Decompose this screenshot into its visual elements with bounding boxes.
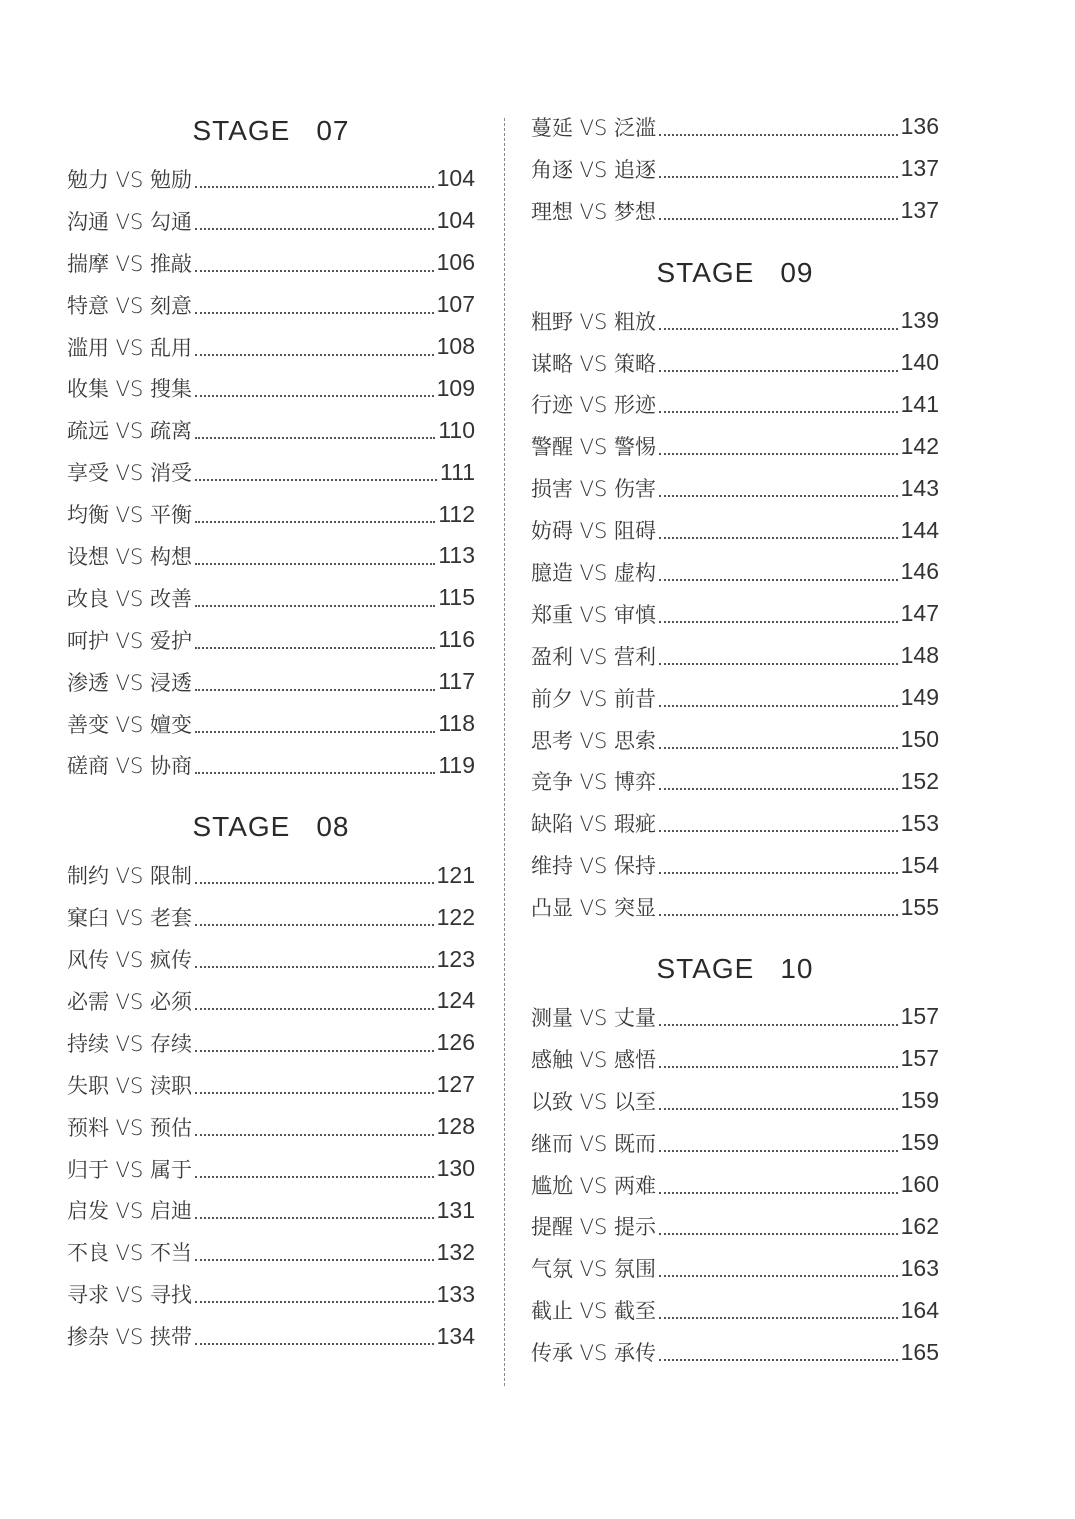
dot-leader — [195, 312, 434, 314]
toc-left-column — [67, 104, 475, 1357]
dot-leader — [195, 437, 435, 439]
toc-entry[interactable] — [67, 1022, 475, 1064]
entry-page-number: 152 — [900, 767, 939, 794]
entry-page-number: 159 — [900, 1129, 939, 1156]
dot-leader — [195, 1259, 434, 1261]
entry-title: 尴尬 VS 两难 — [531, 1173, 657, 1198]
dot-leader — [659, 176, 898, 178]
entry-page-number: 117 — [438, 668, 475, 695]
entry-title: 损害 VS 伤害 — [531, 477, 657, 502]
toc-entry[interactable] — [67, 367, 475, 409]
entry-title: 行迹 VS 形迹 — [531, 393, 657, 418]
dot-leader — [659, 747, 898, 749]
dot-leader — [659, 872, 898, 874]
dot-leader — [659, 1108, 898, 1110]
dot-leader — [195, 228, 434, 230]
toc-entry[interactable] — [67, 744, 475, 786]
entry-title: 测量 VS 丈量 — [531, 1005, 657, 1030]
toc-entry[interactable] — [531, 593, 939, 635]
entry-page-number: 162 — [900, 1212, 939, 1239]
toc-entry[interactable] — [531, 844, 939, 886]
entry-page-number: 149 — [900, 684, 939, 711]
toc-entry[interactable] — [531, 760, 939, 802]
toc-entry[interactable] — [67, 1106, 475, 1148]
dot-leader — [659, 830, 898, 832]
entry-page-number: 108 — [436, 333, 475, 359]
entry-page-number: 107 — [436, 291, 475, 318]
entry-page-number: 122 — [436, 903, 475, 930]
dot-leader — [195, 966, 434, 968]
toc-entry[interactable] — [531, 1289, 939, 1331]
entry-page-number: 140 — [900, 349, 939, 375]
entry-page-number: 118 — [438, 710, 475, 737]
stage-heading — [531, 942, 939, 996]
dot-leader — [659, 1359, 898, 1361]
entry-page-number: 142 — [900, 432, 939, 459]
stage-heading — [531, 246, 939, 300]
entry-page-number: 137 — [900, 155, 939, 182]
column-divider — [504, 118, 505, 1386]
toc-entry[interactable] — [531, 719, 939, 761]
toc-entry[interactable] — [531, 1038, 939, 1080]
toc-entry[interactable] — [67, 200, 475, 242]
toc-entry[interactable] — [67, 1231, 475, 1273]
dot-leader — [195, 354, 434, 356]
entry-title: 粗野 VS 粗放 — [531, 309, 657, 334]
toc-entry[interactable] — [531, 1247, 939, 1289]
toc-entry[interactable] — [67, 493, 475, 535]
dot-leader — [659, 1317, 898, 1319]
dot-leader — [659, 1192, 898, 1194]
entry-page-number: 132 — [436, 1238, 475, 1265]
entry-title: 窠臼 VS 老套 — [67, 906, 193, 931]
entry-title: 理想 VS 梦想 — [531, 199, 657, 224]
dot-leader — [659, 788, 898, 790]
toc-entry[interactable] — [67, 577, 475, 619]
entry-title: 收集 VS 搜集 — [67, 377, 193, 402]
entry-title: 思考 VS 思索 — [531, 728, 657, 753]
entry-title: 预料 VS 预估 — [67, 1115, 193, 1140]
toc-entry[interactable] — [67, 158, 475, 200]
entry-title: 启发 VS 启迪 — [67, 1199, 193, 1224]
dot-leader — [659, 370, 898, 372]
toc-entry[interactable] — [67, 284, 475, 326]
dot-leader — [659, 537, 898, 539]
toc-entry[interactable] — [531, 1331, 939, 1373]
toc-entry[interactable] — [531, 996, 939, 1038]
toc-entry[interactable] — [67, 896, 475, 938]
entry-page-number: 147 — [900, 600, 939, 627]
stage-label: STAGE — [656, 953, 755, 985]
toc-entry[interactable] — [531, 1080, 939, 1122]
entry-title: 特意 VS 刻意 — [67, 293, 193, 318]
toc-entry[interactable] — [67, 451, 475, 493]
toc-entry[interactable] — [531, 467, 939, 509]
dot-leader — [195, 1217, 434, 1219]
stage-label: STAGE — [192, 811, 291, 843]
entry-page-number: 150 — [900, 726, 939, 753]
dot-leader — [659, 663, 898, 665]
entry-title: 盈利 VS 营利 — [531, 644, 657, 669]
entry-title: 蔓延 VS 泛滥 — [531, 115, 657, 140]
dot-leader — [195, 772, 435, 774]
toc-entry[interactable] — [67, 326, 475, 368]
entry-title: 警醒 VS 警惕 — [531, 435, 657, 460]
entry-page-number: 163 — [900, 1254, 939, 1281]
entry-page-number: 164 — [900, 1296, 939, 1323]
entry-page-number: 141 — [900, 390, 939, 417]
entry-title: 感触 VS 感悟 — [531, 1047, 657, 1072]
toc-entry[interactable] — [67, 619, 475, 661]
entry-page-number: 112 — [438, 500, 475, 527]
toc-entry[interactable] — [67, 661, 475, 703]
entry-page-number: 131 — [436, 1196, 475, 1223]
entry-page-number: 121 — [436, 861, 475, 888]
dot-leader — [659, 328, 898, 330]
entry-title: 截止 VS 截至 — [531, 1299, 657, 1324]
entry-title: 角逐 VS 追逐 — [531, 157, 657, 182]
toc-entry[interactable] — [67, 980, 475, 1022]
dot-leader — [659, 1150, 898, 1152]
entry-page-number: 116 — [438, 626, 475, 653]
entry-page-number: 115 — [438, 584, 475, 611]
toc-entry[interactable] — [67, 409, 475, 451]
toc-right-column — [531, 106, 939, 1373]
entry-page-number: 136 — [900, 113, 939, 140]
entry-page-number: 157 — [900, 1003, 939, 1030]
entry-title: 提醒 VS 提示 — [531, 1215, 657, 1240]
entry-title: 磋商 VS 协商 — [67, 754, 193, 779]
dot-leader — [195, 605, 435, 607]
toc-entry[interactable] — [531, 1164, 939, 1206]
stage-number: 08 — [316, 811, 350, 843]
entry-page-number: 123 — [436, 945, 475, 972]
dot-leader — [195, 1301, 434, 1303]
entry-page-number: 165 — [900, 1338, 939, 1365]
entry-page-number: 155 — [900, 893, 939, 920]
entry-page-number: 160 — [900, 1171, 939, 1198]
entry-title: 以致 VS 以至 — [531, 1089, 657, 1114]
entry-page-number: 104 — [436, 207, 475, 234]
entry-page-number: 128 — [436, 1113, 475, 1140]
entry-page-number: 110 — [438, 416, 475, 443]
entry-page-number: 127 — [436, 1071, 475, 1098]
entry-title: 疏远 VS 疏离 — [67, 419, 193, 444]
dot-leader — [659, 134, 898, 136]
entry-title: 不良 VS 不当 — [67, 1241, 193, 1266]
entry-title: 享受 VS 消受 — [67, 461, 193, 486]
entry-page-number: 153 — [900, 809, 939, 836]
entry-page-number: 157 — [900, 1045, 939, 1072]
dot-leader — [659, 1066, 898, 1068]
dot-leader — [195, 479, 437, 481]
toc-entry[interactable] — [67, 1315, 475, 1357]
stage-label: STAGE — [192, 115, 291, 146]
entry-title: 维持 VS 保持 — [531, 854, 657, 879]
entry-title: 妨碍 VS 阻碍 — [531, 519, 657, 544]
toc-entry[interactable] — [531, 383, 939, 425]
dot-leader — [195, 882, 434, 884]
toc-entry[interactable] — [531, 635, 939, 677]
dot-leader — [195, 731, 435, 733]
entry-page-number: 106 — [436, 249, 475, 276]
entry-page-number: 109 — [436, 374, 475, 401]
entry-page-number: 111 — [440, 458, 475, 485]
toc-entry[interactable] — [531, 886, 939, 928]
entry-title: 制约 VS 限制 — [67, 864, 193, 889]
toc-entry[interactable] — [531, 802, 939, 844]
entry-page-number: 124 — [436, 987, 475, 1014]
entry-page-number: 126 — [436, 1029, 475, 1056]
entry-page-number: 119 — [438, 751, 475, 778]
toc-entry[interactable] — [67, 1273, 475, 1315]
entry-page-number: 148 — [900, 642, 939, 669]
dot-leader — [195, 1092, 434, 1094]
toc-entry[interactable] — [67, 1064, 475, 1106]
entry-page-number: 143 — [900, 474, 939, 501]
dot-leader — [659, 453, 898, 455]
entry-page-number: 144 — [900, 516, 939, 543]
dot-leader — [659, 914, 898, 916]
entry-title: 归于 VS 属于 — [67, 1157, 193, 1182]
entry-title: 掺杂 VS 挟带 — [67, 1325, 193, 1350]
entry-title: 勉力 VS 勉励 — [67, 167, 193, 192]
dot-leader — [195, 395, 434, 397]
stage-heading — [67, 104, 475, 158]
toc-entry[interactable] — [67, 1148, 475, 1190]
entry-page-number: 104 — [436, 165, 475, 192]
entry-page-number: 154 — [900, 851, 939, 878]
toc-entry[interactable] — [67, 1189, 475, 1231]
entry-title: 持续 VS 存续 — [67, 1031, 193, 1056]
stage-heading — [67, 800, 475, 854]
toc-entry[interactable] — [531, 425, 939, 467]
stage-label: STAGE — [656, 256, 755, 288]
toc-entry[interactable] — [531, 106, 939, 148]
toc-entry[interactable] — [67, 938, 475, 980]
stage-number: 10 — [780, 953, 814, 985]
entry-title: 传承 VS 承传 — [531, 1341, 657, 1366]
toc-entry[interactable] — [531, 1122, 939, 1164]
toc-entry[interactable] — [67, 242, 475, 284]
toc-entry[interactable] — [67, 854, 475, 896]
toc-entry[interactable] — [531, 300, 939, 342]
dot-leader — [195, 1343, 434, 1345]
dot-leader — [659, 1275, 898, 1277]
entry-page-number: 139 — [900, 307, 939, 334]
toc-entry[interactable] — [531, 1205, 939, 1247]
entry-title: 揣摩 VS 推敲 — [67, 251, 193, 276]
toc-entry[interactable] — [531, 190, 939, 232]
dot-leader — [195, 647, 435, 649]
toc-entry[interactable] — [531, 342, 939, 384]
entry-title: 寻求 VS 寻找 — [67, 1283, 193, 1308]
entry-title: 凸显 VS 突显 — [531, 896, 657, 921]
dot-leader — [195, 689, 435, 691]
entry-title: 谋略 VS 策略 — [531, 351, 657, 376]
entry-title: 郑重 VS 审慎 — [531, 602, 657, 627]
entry-page-number: 130 — [436, 1155, 475, 1182]
entry-title: 失职 VS 渎职 — [67, 1073, 193, 1098]
entry-title: 呵护 VS 爱护 — [67, 628, 193, 653]
dot-leader — [195, 1134, 434, 1136]
dot-leader — [659, 411, 898, 413]
dot-leader — [195, 924, 434, 926]
toc-entry[interactable] — [67, 535, 475, 577]
dot-leader — [659, 705, 898, 707]
entry-title: 继而 VS 既而 — [531, 1131, 657, 1156]
entry-title: 竞争 VS 博弈 — [531, 770, 657, 795]
entry-title: 均衡 VS 平衡 — [67, 503, 193, 528]
entry-page-number: 159 — [900, 1087, 939, 1114]
toc-entry[interactable] — [531, 148, 939, 190]
toc-entry[interactable] — [67, 703, 475, 745]
entry-page-number: 133 — [436, 1280, 475, 1307]
dot-leader — [659, 218, 898, 220]
toc-entry[interactable] — [531, 509, 939, 551]
entry-title: 渗透 VS 浸透 — [67, 670, 193, 695]
dot-leader — [659, 579, 898, 581]
dot-leader — [195, 563, 435, 565]
entry-title: 沟通 VS 勾通 — [67, 209, 193, 234]
entry-page-number: 113 — [438, 542, 475, 569]
dot-leader — [195, 521, 435, 523]
dot-leader — [659, 1233, 898, 1235]
entry-title: 臆造 VS 虚构 — [531, 560, 657, 585]
dot-leader — [659, 495, 898, 497]
dot-leader — [195, 1008, 434, 1010]
entry-page-number: 134 — [436, 1322, 475, 1349]
toc-entry[interactable] — [531, 551, 939, 593]
dot-leader — [195, 1176, 434, 1178]
entry-title: 善变 VS 嬗变 — [67, 712, 193, 737]
dot-leader — [195, 1050, 434, 1052]
entry-title: 改良 VS 改善 — [67, 586, 193, 611]
dot-leader — [659, 1024, 898, 1026]
toc-entry[interactable] — [531, 677, 939, 719]
entry-title: 气氛 VS 氛围 — [531, 1257, 657, 1282]
stage-number: 07 — [316, 115, 350, 146]
dot-leader — [195, 270, 434, 272]
entry-title: 缺陷 VS 瑕疵 — [531, 812, 657, 837]
stage-number: 09 — [780, 256, 814, 288]
entry-page-number: 146 — [900, 558, 939, 585]
entry-title: 风传 VS 疯传 — [67, 948, 193, 973]
entry-title: 前夕 VS 前昔 — [531, 686, 657, 711]
dot-leader — [659, 621, 898, 623]
entry-title: 必需 VS 必须 — [67, 989, 193, 1014]
entry-page-number: 137 — [900, 197, 939, 224]
dot-leader — [195, 186, 434, 188]
entry-title: 设想 VS 构想 — [67, 544, 193, 569]
entry-title: 滥用 VS 乱用 — [67, 335, 193, 360]
